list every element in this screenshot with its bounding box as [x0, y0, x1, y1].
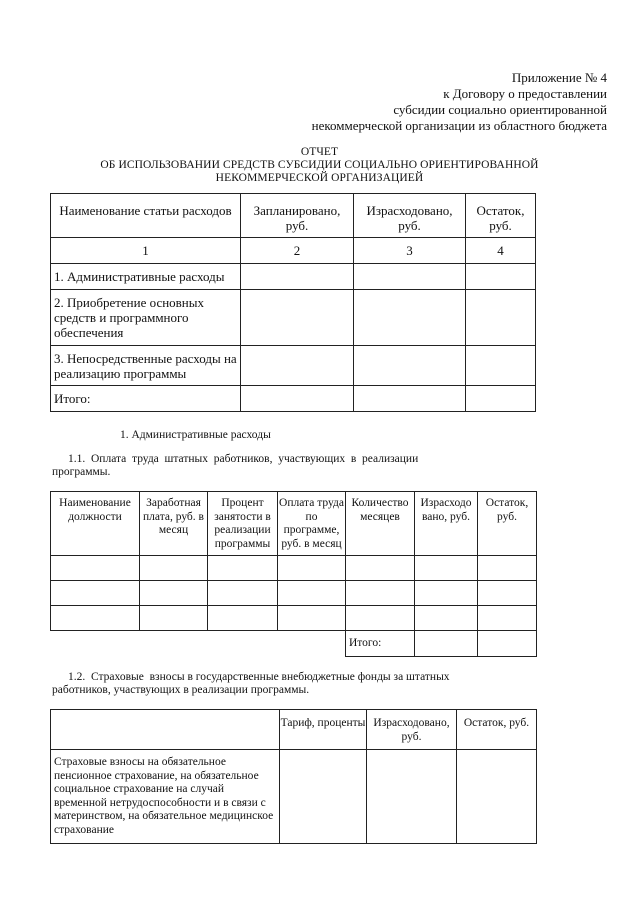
- planned-total-cell[interactable]: [241, 386, 354, 412]
- table-cell[interactable]: [140, 606, 208, 631]
- table-header-row: [51, 194, 536, 238]
- subsection-1-2-line-2: работников, участвующих в реализации программы.: [52, 684, 310, 696]
- header-cell: Израсходовано, руб.: [354, 194, 466, 238]
- table-row: [51, 556, 537, 581]
- expense-summary-table: [50, 193, 536, 412]
- table-row: [51, 606, 537, 631]
- spent-total-cell[interactable]: [415, 631, 478, 657]
- header-cell: Запланировано, руб.: [241, 194, 354, 238]
- report-title: [0, 146, 639, 185]
- empty-cell: [51, 631, 140, 657]
- table-cell[interactable]: [51, 556, 140, 581]
- column-number: 4: [466, 238, 536, 264]
- header-cell: Остаток, руб.: [457, 710, 537, 750]
- table-cell[interactable]: [415, 581, 478, 606]
- insurance-contributions-table: [50, 709, 537, 844]
- spent-total-cell[interactable]: [354, 386, 466, 412]
- table-row: [51, 264, 536, 290]
- appendix-line-2: к Договору о предоставлении: [443, 86, 607, 101]
- table-row: [51, 290, 536, 346]
- table-row: [51, 346, 536, 386]
- header-cell: [51, 710, 280, 750]
- table-cell[interactable]: [346, 606, 415, 631]
- spent-cell[interactable]: [367, 750, 457, 844]
- header-cell: Тариф, проценты: [280, 710, 367, 750]
- header-cell: Израсходовано, руб.: [367, 710, 457, 750]
- balance-cell[interactable]: [457, 750, 537, 844]
- column-number: 2: [241, 238, 354, 264]
- table-row: [51, 750, 537, 844]
- report-title-line-3: НЕКОММЕРЧЕСКОЙ ОРГАНИЗАЦИЕЙ: [215, 172, 424, 184]
- row-label: 2. Приобретение основных средств и программного обеспечения: [51, 290, 241, 346]
- total-label: Итого:: [346, 631, 415, 657]
- subsection-1-2-line-1: 1.2. Страховые взносы в государственные внебюджетные фонды за штатных: [68, 671, 450, 683]
- table-cell[interactable]: [278, 556, 346, 581]
- header-cell: Израсходо вано, руб.: [415, 492, 478, 556]
- header-cell: Остаток, руб.: [466, 194, 536, 238]
- column-number: 3: [354, 238, 466, 264]
- appendix-line-3: субсидии социально ориентированной: [393, 102, 607, 117]
- table-header-row: [51, 492, 537, 556]
- table-cell[interactable]: [415, 556, 478, 581]
- spent-cell[interactable]: [354, 264, 466, 290]
- table-row: [51, 581, 537, 606]
- total-row: [51, 631, 537, 657]
- header-cell: Наименование статьи расходов: [51, 194, 241, 238]
- table-cell[interactable]: [278, 606, 346, 631]
- row-label: 3. Непосредственные расходы на реализацию программы: [51, 346, 241, 386]
- row-label: Страховые взносы на обязательное пенсионное страхование, на обязательное социальное страхование на случай временной нетрудоспособности и в связи с материнством, на обязательное медицинское страхование: [51, 750, 280, 844]
- header-cell: Оплата труда по программе, руб. в месяц: [278, 492, 346, 556]
- report-title-line-1: ОТЧЕТ: [300, 146, 339, 158]
- header-cell: Количество месяцев: [346, 492, 415, 556]
- balance-cell[interactable]: [466, 264, 536, 290]
- header-cell: Процент занятости в реализации программы: [208, 492, 278, 556]
- table-cell[interactable]: [278, 581, 346, 606]
- table-cell[interactable]: [51, 581, 140, 606]
- section-heading-admin: 1. Административные расходы: [120, 429, 271, 441]
- empty-cell: [278, 631, 346, 657]
- column-number: 1: [51, 238, 241, 264]
- table-cell[interactable]: [478, 606, 537, 631]
- table-cell[interactable]: [208, 581, 278, 606]
- table-cell[interactable]: [51, 606, 140, 631]
- table-cell[interactable]: [140, 556, 208, 581]
- staff-salary-table: [50, 491, 537, 657]
- balance-total-cell[interactable]: [478, 631, 537, 657]
- spent-cell[interactable]: [354, 346, 466, 386]
- planned-cell[interactable]: [241, 290, 354, 346]
- empty-cell: [208, 631, 278, 657]
- table-cell[interactable]: [208, 556, 278, 581]
- row-label: 1. Административные расходы: [51, 264, 241, 290]
- appendix-header: [312, 70, 607, 134]
- balance-cell[interactable]: [466, 346, 536, 386]
- appendix-number: Приложение № 4: [511, 70, 607, 85]
- planned-cell[interactable]: [241, 346, 354, 386]
- table-header-row: [51, 710, 537, 750]
- column-number-row: [51, 238, 536, 264]
- tariff-cell[interactable]: [280, 750, 367, 844]
- report-title-line-2: ОБ ИСПОЛЬЗОВАНИИ СРЕДСТВ СУБСИДИИ СОЦИАЛЬНО ОРИЕНТИРОВАННОЙ: [100, 159, 539, 171]
- header-cell: Остаток, руб.: [478, 492, 537, 556]
- total-label: Итого:: [51, 386, 241, 412]
- planned-cell[interactable]: [241, 264, 354, 290]
- subsection-1-1-line-1: 1.1. Оплата труда штатных работников, участвующих в реализации: [68, 453, 419, 465]
- table-cell[interactable]: [140, 581, 208, 606]
- total-row: [51, 386, 536, 412]
- empty-cell: [140, 631, 208, 657]
- table-cell[interactable]: [208, 606, 278, 631]
- header-cell: Заработная плата, руб. в месяц: [140, 492, 208, 556]
- appendix-line-4: некоммерческой организации из областного бюджета: [311, 118, 607, 133]
- header-cell: Наименование должности: [51, 492, 140, 556]
- spent-cell[interactable]: [354, 290, 466, 346]
- balance-cell[interactable]: [466, 290, 536, 346]
- table-cell[interactable]: [478, 581, 537, 606]
- subsection-1-1-line-2: программы.: [52, 466, 111, 478]
- balance-total-cell[interactable]: [466, 386, 536, 412]
- table-cell[interactable]: [346, 581, 415, 606]
- table-cell[interactable]: [346, 556, 415, 581]
- table-cell[interactable]: [415, 606, 478, 631]
- table-cell[interactable]: [478, 556, 537, 581]
